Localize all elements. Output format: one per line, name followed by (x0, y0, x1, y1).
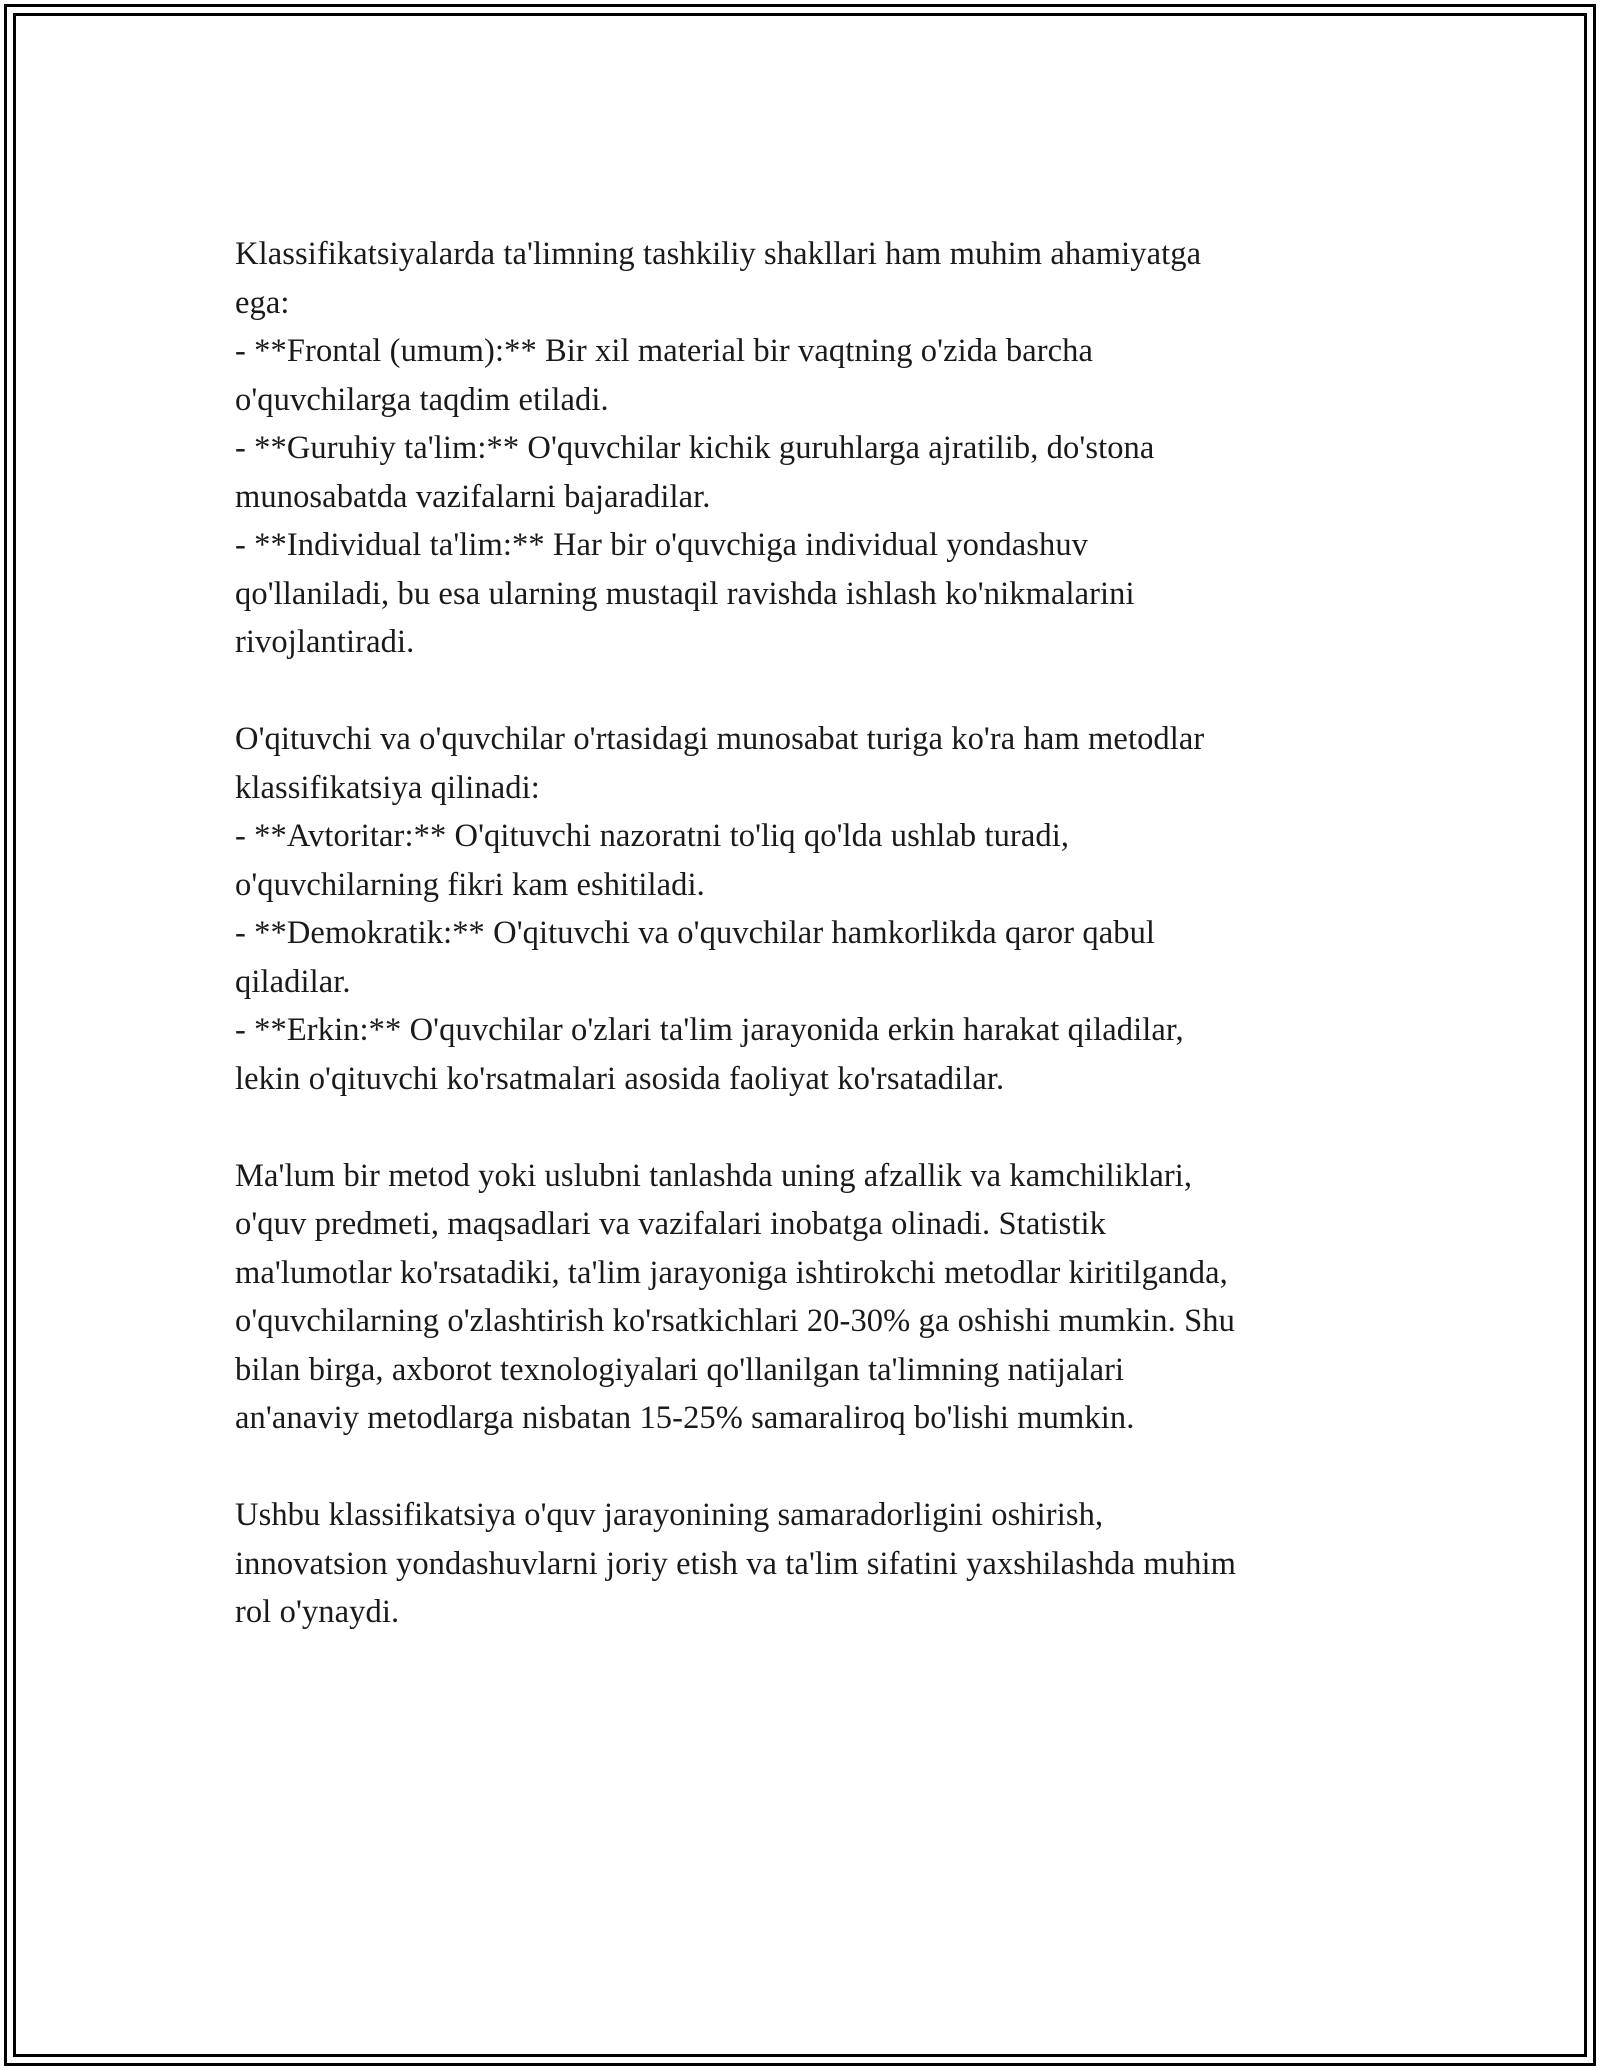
text-line: Klassifikatsiyalarda ta'limning tashkiliy shakllari ham muhim ahamiyatga (235, 236, 1202, 272)
paragraph-method-selection (235, 1152, 1365, 1443)
text-line: an'anaviy metodlarga nisbatan 15-25% samaraliroq bo'lishi mumkin. (235, 1400, 1135, 1436)
text-line: lekin o'qituvchi ko'rsatmalari asosida faoliyat ko'rsatadilar. (235, 1060, 1005, 1097)
text-line: o'quvchilarning fikri kam eshitiladi. (235, 866, 705, 903)
text-line: Ma'lum bir metod yoki uslubni tanlashda uning afzallik va kamchiliklari, (235, 1157, 1193, 1194)
list-item-frontal: - **Frontal (umum):** Bir xil material bir vaqtning o'zida barcha (235, 333, 1094, 369)
list-item-group: - **Guruhiy ta'lim:** O'quvchilar kichik guruhlarga ajratilib, do'stona (235, 430, 1155, 466)
text-line: o'quvchilarning o'zlashtirish ko'rsatkichlari 20-30% ga oshishi mumkin. Shu (235, 1303, 1235, 1339)
text-line: ega: (235, 284, 290, 321)
paragraph-organizational-forms (235, 230, 1365, 667)
text-line: o'quvchilarga taqdim etiladi. (235, 381, 609, 418)
text-line: qo'llaniladi, bu esa ularning mustaqil ravishda ishlash ko'nikmalarini (235, 575, 1135, 612)
list-item-individual: - **Individual ta'lim:** Har bir o'quvchiga individual yondashuv (235, 527, 1089, 563)
text-line: klassifikatsiya qilinadi: (235, 769, 540, 806)
document-body (235, 230, 1365, 1637)
text-line: ma'lumotlar ko'rsatadiki, ta'lim jarayoniga ishtirokchi metodlar kiritilganda, (235, 1254, 1228, 1291)
text-line: o'quv predmeti, maqsadlari va vazifalari inobatga olinadi. Statistik (235, 1206, 1106, 1242)
list-item-democratic: - **Demokratik:** O'qituvchi va o'quvchilar hamkorlikda qaror qabul (235, 915, 1156, 951)
list-item-authoritarian: - **Avtoritar:** O'qituvchi nazoratni to'liq qo'lda ushlab turadi, (235, 818, 1070, 854)
text-line: bilan birga, axborot texnologiyalari qo'llanilgan ta'limning natijalari (235, 1351, 1125, 1388)
paragraph-relationship-types (235, 715, 1365, 1103)
text-line: qiladilar. (235, 963, 351, 1000)
text-line: innovatsion yondashuvlarni joriy etish va ta'lim sifatini yaxshilashda muhim (235, 1545, 1236, 1582)
list-item-free: - **Erkin:** O'quvchilar o'zlari ta'lim jarayonida erkin harakat qiladilar, (235, 1012, 1184, 1048)
text-line: Ushbu klassifikatsiya o'quv jarayonining samaradorligini oshirish, (235, 1497, 1104, 1533)
text-line: munosabatda vazifalarni bajaradilar. (235, 478, 711, 515)
text-line: rol o'ynaydi. (235, 1594, 400, 1630)
text-line: O'qituvchi va o'quvchilar o'rtasidagi munosabat turiga ko'ra ham metodlar (235, 721, 1205, 757)
text-line: rivojlantiradi. (235, 624, 415, 660)
paragraph-conclusion (235, 1491, 1365, 1637)
